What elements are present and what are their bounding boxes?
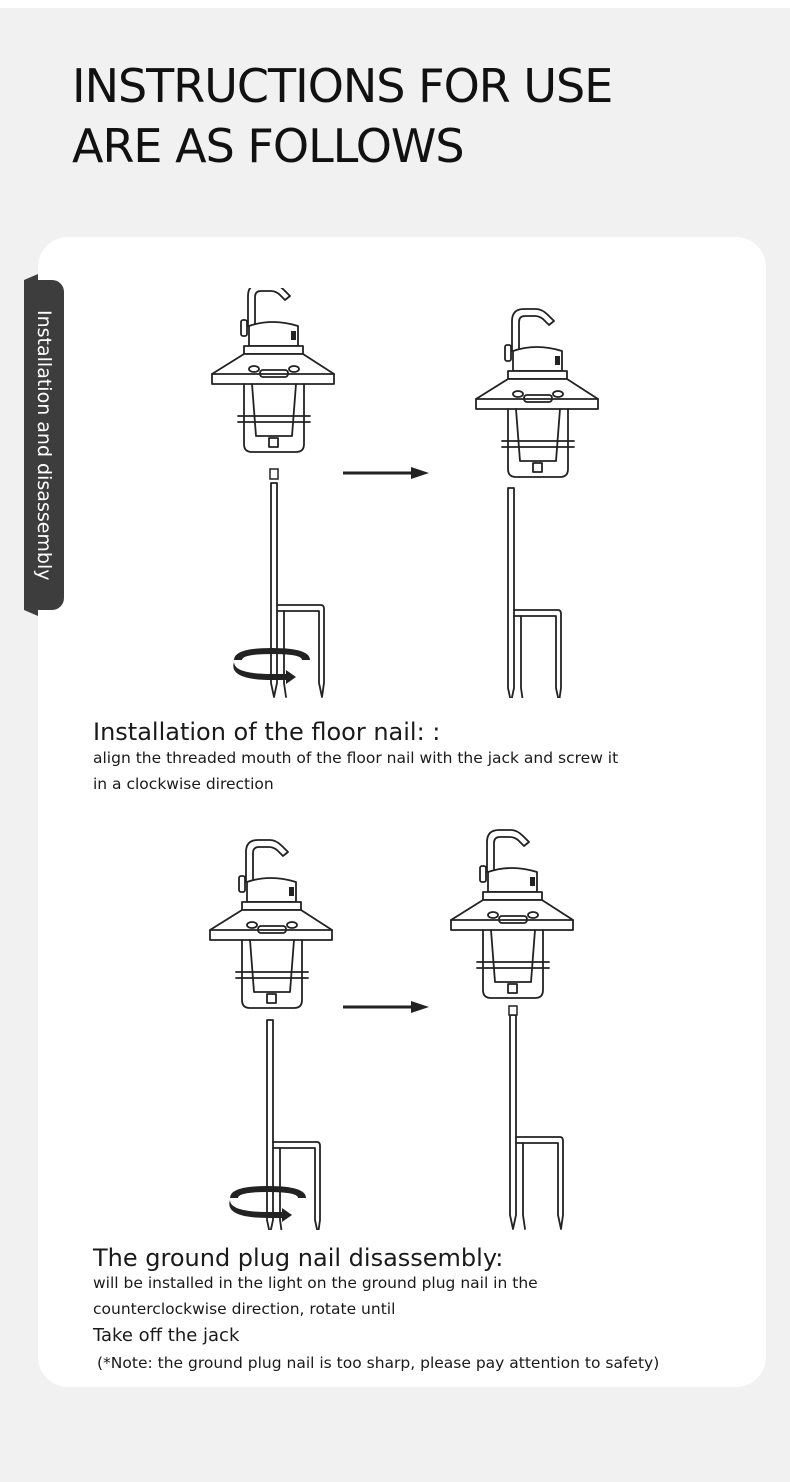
side-tab: [24, 280, 64, 610]
floor-nail-before-illustration: [270, 469, 324, 697]
lamp-before-illustration: [212, 288, 334, 452]
install-line-2: in a clockwise direction: [93, 775, 274, 793]
title-line-2: ARE AS FOLLOWS: [72, 119, 464, 173]
installation-illustration: [200, 288, 600, 698]
floor-nail-detached-illustration: [509, 1006, 563, 1229]
lamp-detached-illustration: [451, 830, 573, 998]
safety-note: (*Note: the ground plug nail is too sharp, please pay attention to safety): [97, 1354, 660, 1372]
title-line-1: INSTRUCTIONS FOR USE: [72, 59, 613, 113]
remove-line-3: Take off the jack: [93, 1325, 240, 1346]
floor-nail-attached-illustration: [508, 488, 561, 698]
right-arrow-icon: [343, 1001, 429, 1013]
disassembly-illustration: [200, 820, 600, 1230]
remove-description: [93, 1270, 538, 1322]
lamp-assembled-illustration: [210, 840, 332, 1008]
right-arrow-icon: [343, 467, 429, 479]
remove-line-2: counterclockwise direction, rotate until: [93, 1300, 396, 1318]
lamp-after-illustration: [476, 309, 598, 477]
floor-nail-assembled-illustration: [267, 1020, 320, 1230]
page: [0, 8, 790, 1482]
remove-heading: The ground plug nail disassembly:: [93, 1244, 504, 1272]
remove-line-1: will be installed in the light on the ground plug nail in the: [93, 1274, 538, 1292]
install-line-1: align the threaded mouth of the floor nail with the jack and screw it: [93, 749, 619, 767]
install-heading: Installation of the floor nail: :: [93, 718, 441, 746]
install-description: [93, 745, 618, 797]
page-title: [72, 56, 612, 176]
side-tab-label: Installation and disassembly: [33, 309, 55, 581]
